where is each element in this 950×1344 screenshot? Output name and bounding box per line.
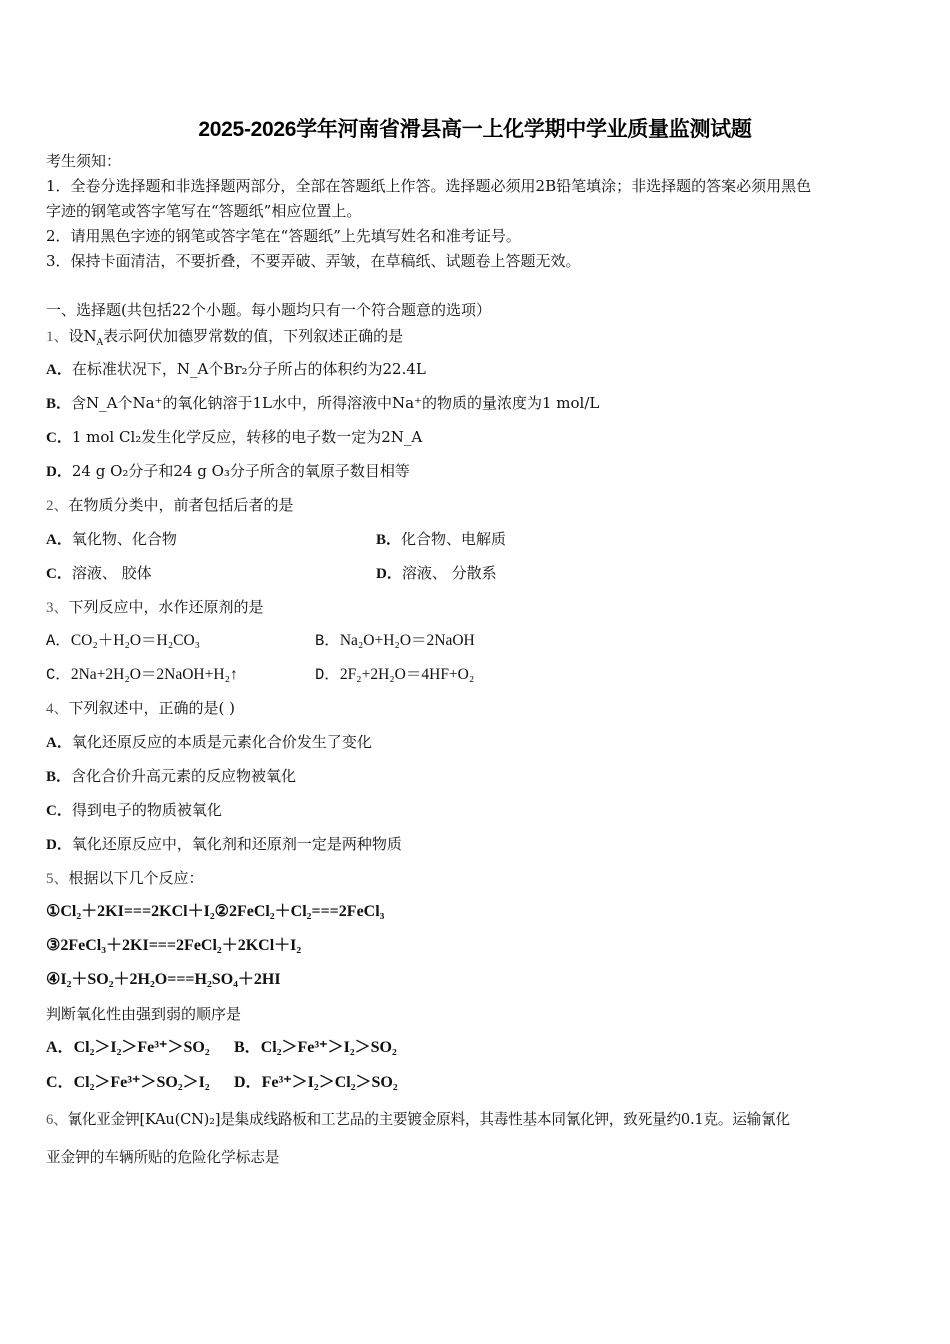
option-label: B． xyxy=(46,396,72,412)
option-text: Na₂O+H₂O＝2NaOH xyxy=(339,632,475,649)
question-1-stem xyxy=(46,326,403,347)
question-5-prompt: 判断氧化性由强到弱的顺序是 xyxy=(46,1005,242,1023)
option-text: 溶液、 分散系 xyxy=(401,564,497,582)
question-number: 6、 xyxy=(46,1112,68,1128)
question-6-stem-cont: 亚金钾的车辆所贴的危险化学标志是 xyxy=(46,1149,280,1166)
question-number: 5、 xyxy=(46,871,69,887)
stem-text: 下列反应中，水作还原剂的是 xyxy=(68,598,264,616)
option-label: C． xyxy=(46,666,71,684)
stem-text: 设N xyxy=(68,327,97,345)
option-text: 2Na+2H₂O＝2NaOH+H₂↑ xyxy=(70,666,238,683)
question-5-stem xyxy=(46,868,204,889)
option-label: B． xyxy=(376,532,402,548)
option-label: A． xyxy=(46,735,72,751)
question-1-option-b[interactable] xyxy=(46,393,599,414)
option-text: 化合物、电解质 xyxy=(401,530,507,548)
question-2-option-d[interactable] xyxy=(376,563,497,584)
question-3-option-c[interactable] xyxy=(46,665,238,685)
question-4-stem xyxy=(46,698,235,719)
option-label: A． xyxy=(46,532,72,548)
option-text: 在标准状况下，N_A个Br₂分子所占的体积约为22.4L xyxy=(71,360,426,378)
option-label: B． xyxy=(234,1039,261,1056)
notice-heading: 考生须知： xyxy=(46,152,122,170)
stem-text: 根据以下几个反应： xyxy=(68,869,204,887)
stem-text: 氰化亚金钾[KAu(CN)₂]是集成线路板和工艺品的主要镀金原料，其毒性基本同氰化钾，致死量约0.1克。运输氰化 xyxy=(67,1111,790,1128)
option-text: 氧化还原反应的本质是元素化合价发生了变化 xyxy=(71,733,372,751)
option-label: D． xyxy=(46,837,72,853)
question-1-option-c[interactable] xyxy=(46,427,422,448)
question-2-option-b[interactable] xyxy=(376,529,506,550)
question-number: 2、 xyxy=(46,498,69,514)
page-title: 2025-2026学年河南省滑县高一上化学期中学业质量监测试题 xyxy=(198,118,752,141)
question-number: 1、 xyxy=(46,329,69,345)
option-text: 含化合价升高元素的反应物被氧化 xyxy=(71,767,297,785)
question-number: 4、 xyxy=(46,701,69,717)
option-label: A． xyxy=(46,362,72,378)
stem-text: 表示阿伏加德罗常数的值，下列叙述正确的是 xyxy=(103,327,404,345)
notice-item-2: 2．请用黑色字迹的钢笔或答字笔在“答题纸”上先填写姓名和准考证号。 xyxy=(46,227,521,245)
option-text: Cl₂＞I₂＞Fe³⁺＞SO₂ xyxy=(73,1039,210,1056)
question-2-option-c[interactable] xyxy=(46,563,152,584)
question-4-option-a[interactable] xyxy=(46,732,372,753)
option-label: B． xyxy=(46,769,72,785)
option-label: C． xyxy=(46,566,72,582)
option-text: 1 mol Cl₂发生化学反应，转移的电子数一定为2N_A xyxy=(71,428,423,446)
question-3-option-a[interactable] xyxy=(46,631,200,651)
option-label: C． xyxy=(46,803,72,819)
option-text: 2F₂+2H₂O＝4HF+O₂ xyxy=(339,666,475,683)
question-3-option-d[interactable] xyxy=(315,665,474,685)
question-3-stem xyxy=(46,597,264,618)
option-text: 氧化还原反应中，氧化剂和还原剂一定是两种物质 xyxy=(71,835,402,853)
question-5-option-d[interactable] xyxy=(234,1073,398,1093)
question-4-option-c[interactable] xyxy=(46,800,222,821)
option-text: CO₂＋H₂O＝H₂CO₃ xyxy=(70,632,201,649)
question-5-option-b[interactable] xyxy=(234,1038,397,1058)
option-label: D． xyxy=(315,666,340,684)
option-text: Cl₂＞Fe³⁺＞SO₂＞I₂ xyxy=(73,1074,210,1091)
notice-item-1: 1．全卷分选择题和非选择题两部分，全部在答题纸上作答。选择题必须用2B铅笔填涂；非选择题的答案必须用黑色 xyxy=(46,177,812,195)
option-label: A． xyxy=(46,1039,74,1056)
option-text: Cl₂＞Fe³⁺＞I₂＞SO₂ xyxy=(260,1039,397,1056)
question-2-option-a[interactable] xyxy=(46,529,177,550)
option-label: C． xyxy=(46,1074,74,1091)
option-label: D． xyxy=(376,566,402,582)
question-2-stem xyxy=(46,495,294,516)
option-text: 24 g O₂分子和24 g O₃分子所含的氧原子数目相等 xyxy=(71,462,410,480)
section-heading: 一、选择题(共包括22个小题。每小题均只有一个符合题意的选项） xyxy=(46,301,491,319)
option-label: D． xyxy=(46,464,72,480)
reaction-3: ③2FeCl₃＋2KI===2FeCl₂＋2KCl＋I₂ xyxy=(46,937,302,954)
question-4-option-d[interactable] xyxy=(46,834,402,855)
notice-item-1-cont: 字迹的钢笔或答字笔写在“答题纸”相应位置上。 xyxy=(46,202,362,220)
question-6-stem xyxy=(46,1110,790,1130)
notice-item-3: 3．保持卡面清洁，不要折叠，不要弄破、弄皱，在草稿纸、试题卷上答题无效。 xyxy=(46,252,581,270)
question-3-option-b[interactable] xyxy=(315,631,475,651)
question-number: 3、 xyxy=(46,600,69,616)
option-text: 含N_A个Na⁺的氧化钠溶于1L水中，所得溶液中Na⁺的物质的量浓度为1 mol/L xyxy=(71,394,600,412)
option-label: C． xyxy=(46,430,72,446)
option-label: D． xyxy=(234,1074,262,1091)
question-5-option-a[interactable] xyxy=(46,1038,210,1058)
reaction-4: ④I₂＋SO₂＋2H₂O===H₂SO₄＋2HI xyxy=(46,971,281,988)
stem-text: 下列叙述中，正确的是( ) xyxy=(68,699,235,717)
option-text: 得到电子的物质被氧化 xyxy=(71,801,222,819)
question-1-option-a[interactable] xyxy=(46,359,426,380)
question-1-option-d[interactable] xyxy=(46,461,410,482)
question-4-option-b[interactable] xyxy=(46,766,296,787)
stem-text: 在物质分类中，前者包括后者的是 xyxy=(68,496,294,514)
question-5-option-c[interactable] xyxy=(46,1073,210,1093)
subscript: A xyxy=(96,338,104,348)
option-text: 溶液、 胶体 xyxy=(71,564,152,582)
option-label: A． xyxy=(46,632,71,650)
reaction-1-2: ①Cl₂＋2KI===2KCl＋I₂②2FeCl₂＋Cl₂===2FeCl₃ xyxy=(46,903,385,920)
option-text: 氧化物、化合物 xyxy=(71,530,177,548)
option-text: Fe³⁺＞I₂＞Cl₂＞SO₂ xyxy=(261,1074,398,1091)
option-label: B． xyxy=(315,632,340,650)
